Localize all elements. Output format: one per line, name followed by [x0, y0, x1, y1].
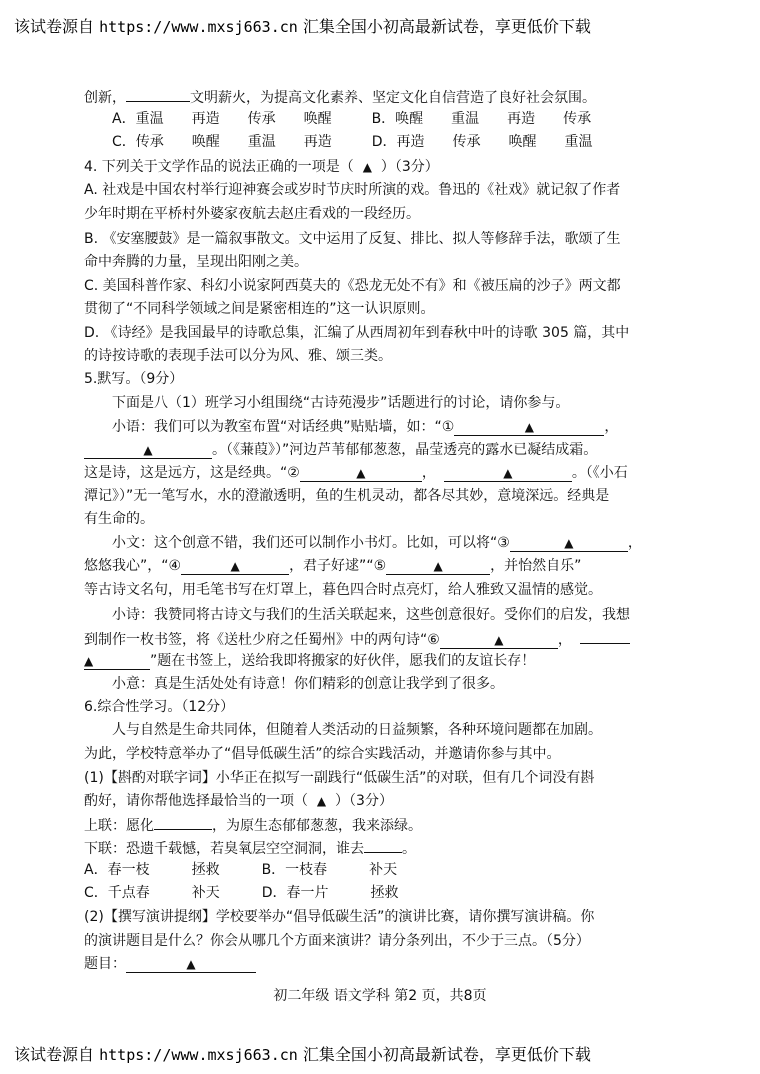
answer-blank-4[interactable]: ▲ [444, 466, 572, 482]
q3-option-c: C．传承 唤醒 重温 再造 [112, 134, 332, 150]
q3-option-d: D．再造 传承 唤醒 重温 [371, 134, 593, 150]
q6-paragraph-1: 人与自然是生命共同体，但随着人类活动的日益频繁，各种环境问题都在加剧。 [112, 722, 602, 738]
q6-couplet-down [84, 837, 416, 859]
q5-yu-line3 [84, 463, 628, 483]
q5-wen-text2: 悠悠我心”，“④ [84, 558, 182, 574]
q6-options-row2: C．千点春 补天 D．春一片 拯救 [84, 885, 399, 901]
q4-option-d-line1: D. 《诗经》是我国最早的诗歌总集，汇编了从西周初年到春秋中叶的诗歌 305 篇，其中 [84, 325, 630, 341]
answer-blank-2[interactable]: ▲ [84, 443, 212, 459]
answer-blank-8[interactable]: ▲ [440, 633, 558, 649]
q5-yu-line4: 潭记》）”无一笔写水，水的澄澈透明，鱼的生机灵动，都各尽其妙，意境深远。经典是 [84, 488, 610, 504]
q5-comma: ， [604, 419, 619, 435]
q3-option-b: B．唤醒 重温 再造 传承 [371, 111, 592, 127]
q6-sub1-line1: (1)【斟酌对联字词】小华正在拟写一副践行“低碳生活”的对联，但有几个词没有斟 [84, 770, 595, 786]
q6-sub2-line1: (2)【撰写演讲提纲】学校要举办“倡导低碳生活”的演讲比赛，请你撰写演讲稿。你 [84, 909, 595, 925]
q3-option-a: A．重温 再造 传承 唤醒 [112, 111, 332, 127]
q3-stem-b: 文明薪火，为提高文化素养、坚定文化自信营造了良好社会氛围。 [190, 90, 596, 106]
q6-paragraph-2: 为此，学校特意举办了“倡导低碳生活”的综合实践活动，并邀请你参与其中。 [84, 746, 561, 762]
q6-title: 6.综合性学习。（12分） [84, 699, 235, 715]
q3-blank [126, 86, 190, 102]
banner-suffix: 汇集全国小初高最新试卷，享更低价下载 [302, 1045, 591, 1064]
couplet-up-a: 上联：愿化 [84, 818, 154, 834]
q3-stem-a: 创新， [84, 90, 126, 106]
banner-prefix: 该试卷源自 [14, 17, 95, 36]
q6-options-row1: A．春一枝 拯救 B．一枝春 补天 [84, 862, 398, 878]
q4-option-b-line1: B. 《安塞腰鼓》是一篇叙事散文。文中运用了反复、排比、拟人等修辞手法，歌颂了生 [84, 231, 621, 247]
answer-triangle-icon: ▲ [362, 160, 372, 174]
page-footer: 初二年级 语文学科 第2 页，共8页 [273, 988, 487, 1004]
topic-label: 题目： [84, 956, 126, 972]
q6-sub2-line2: 的演讲题目是什么？你会从哪几个方面来演讲？请分条列出，不少于三点。（5分） [84, 933, 590, 949]
source-banner-top [14, 14, 591, 37]
q5-yu-line1 [112, 417, 618, 437]
banner-url[interactable]: https://www.mxsj663.cn [99, 18, 298, 36]
banner-prefix: 该试卷源自 [14, 1045, 95, 1064]
q5-wen-text: 小文：这个创意不错，我们还可以制作小书灯。比如，可以将“③ [112, 535, 510, 551]
q5-yu-text2: 。（《蒹葭》）”河边芦苇郁郁葱葱，晶莹透亮的露水已凝结成霜。 [212, 442, 598, 458]
couplet-down-a: 下联：恐遗千载憾，若臭氧层空空洞洞，谁去 [84, 841, 364, 857]
answer-blank-9b[interactable]: ▲ [84, 654, 150, 670]
banner-url[interactable]: https://www.mxsj663.cn [99, 1046, 298, 1064]
couplet-down-b: 。 [402, 841, 416, 857]
q6-sub1-score: ）（3分） [335, 793, 393, 809]
q5-comma: ， [421, 465, 436, 481]
q5-shi-text2: 到制作一枚书签，将《送杜少府之任蜀州》中的两句诗“⑥ [84, 632, 440, 648]
q5-wen-line3: 等古诗文名句，用毛笔书写在灯罩上，暮色四合时点亮灯，给人雅致又温情的感觉。 [84, 582, 602, 598]
q5-wen-line2 [84, 556, 581, 576]
q5-shi-line1: 小诗：我赞同将古诗文与我们的生活关联起来，这些创意很好。受你们的启发，我想 [112, 607, 630, 623]
q4-option-c-line1: C. 美国科普作家、科幻小说家阿西莫夫的《恐龙无处不有》和《被压扁的沙子》两文都 [84, 278, 621, 294]
q5-shi-text3: ”题在书签上，送给我即将搬家的好伙伴，愿我们的友谊长存！ [150, 653, 536, 669]
q3-stem [84, 86, 596, 108]
q4-option-a-line2: 少年时期在平桥村外婆家夜航去赵庄看戏的一段经历。 [84, 206, 420, 222]
source-banner-bottom [14, 1042, 591, 1065]
q3-options-row2 [112, 132, 593, 152]
q4-option-c-line2: 贯彻了“不同科学领域之间是紧密相连的”这一认识原则。 [84, 301, 435, 317]
q5-yu-text3c: 。（《小石 [571, 465, 628, 481]
q5-wen-text2b: ，君子好逑”“⑤ [289, 558, 387, 574]
q5-shi-line2 [84, 628, 630, 650]
q4-stem-a: 4. 下列关于文学作品的说法正确的一项是（ [84, 159, 354, 175]
topic-answer-blank[interactable]: ▲ [126, 957, 256, 973]
banner-suffix: 汇集全国小初高最新试卷，享更低价下载 [302, 17, 591, 36]
answer-blank-5[interactable]: ▲ [510, 536, 628, 552]
answer-blank-6[interactable]: ▲ [181, 559, 289, 575]
q6-sub1-text: 酌好，请你帮他选择最恰当的一项（ [84, 793, 308, 809]
q4-option-d-line2: 的诗按诗歌的表现手法可以分为风、雅、颂三类。 [84, 348, 392, 364]
q5-comma: ， [557, 632, 572, 648]
q6-topic-line [84, 954, 256, 974]
q6-couplet-up [84, 814, 422, 836]
q4-option-b-line2: 命中奔腾的力量，呈现出阳刚之美。 [84, 254, 308, 270]
q5-yu-text3: 这是诗，这是远方，这是经典。“② [84, 465, 300, 481]
q5-yu-text: 小语：我们可以为教室布置“对话经典”贴贴墙，如：“① [112, 419, 455, 435]
q4-stem-b: ）（3分） [380, 159, 439, 175]
q5-title: 5.默写。（9分） [84, 371, 184, 387]
q4-option-a-line1: A. 社戏是中国农村举行迎神赛会或岁时节庆时所演的戏。鲁迅的《社戏》就记叙了作者 [84, 182, 621, 198]
couplet-blank-1[interactable] [154, 814, 212, 830]
q5-yi-line1: 小意：真是生活处处有诗意！你们精彩的创意让我学到了很多。 [112, 676, 504, 692]
q5-intro: 下面是八（1）班学习小组围绕“古诗苑漫步”话题进行的讨论，请你参与。 [112, 395, 570, 411]
q5-wen-line1 [112, 533, 642, 553]
answer-blank-9a[interactable] [580, 628, 630, 644]
couplet-blank-2[interactable] [364, 837, 402, 853]
q3-options-row1 [112, 109, 591, 129]
q6-sub1-line2 [84, 791, 393, 811]
q5-yu-line2 [84, 440, 597, 460]
answer-triangle-icon: ▲ [316, 794, 327, 808]
answer-blank-1[interactable]: ▲ [454, 420, 604, 436]
couplet-up-b: ，为原生态郁郁葱葱，我来添绿。 [212, 818, 422, 834]
q5-comma: ， [627, 535, 642, 551]
q5-shi-line3 [84, 651, 535, 671]
q4-stem [84, 157, 439, 177]
answer-blank-3[interactable]: ▲ [300, 466, 422, 482]
q5-wen-text2c: ，并怡然自乐” [490, 558, 582, 574]
q5-yu-line5: 有生命的。 [84, 511, 154, 527]
answer-blank-7[interactable]: ▲ [386, 559, 490, 575]
